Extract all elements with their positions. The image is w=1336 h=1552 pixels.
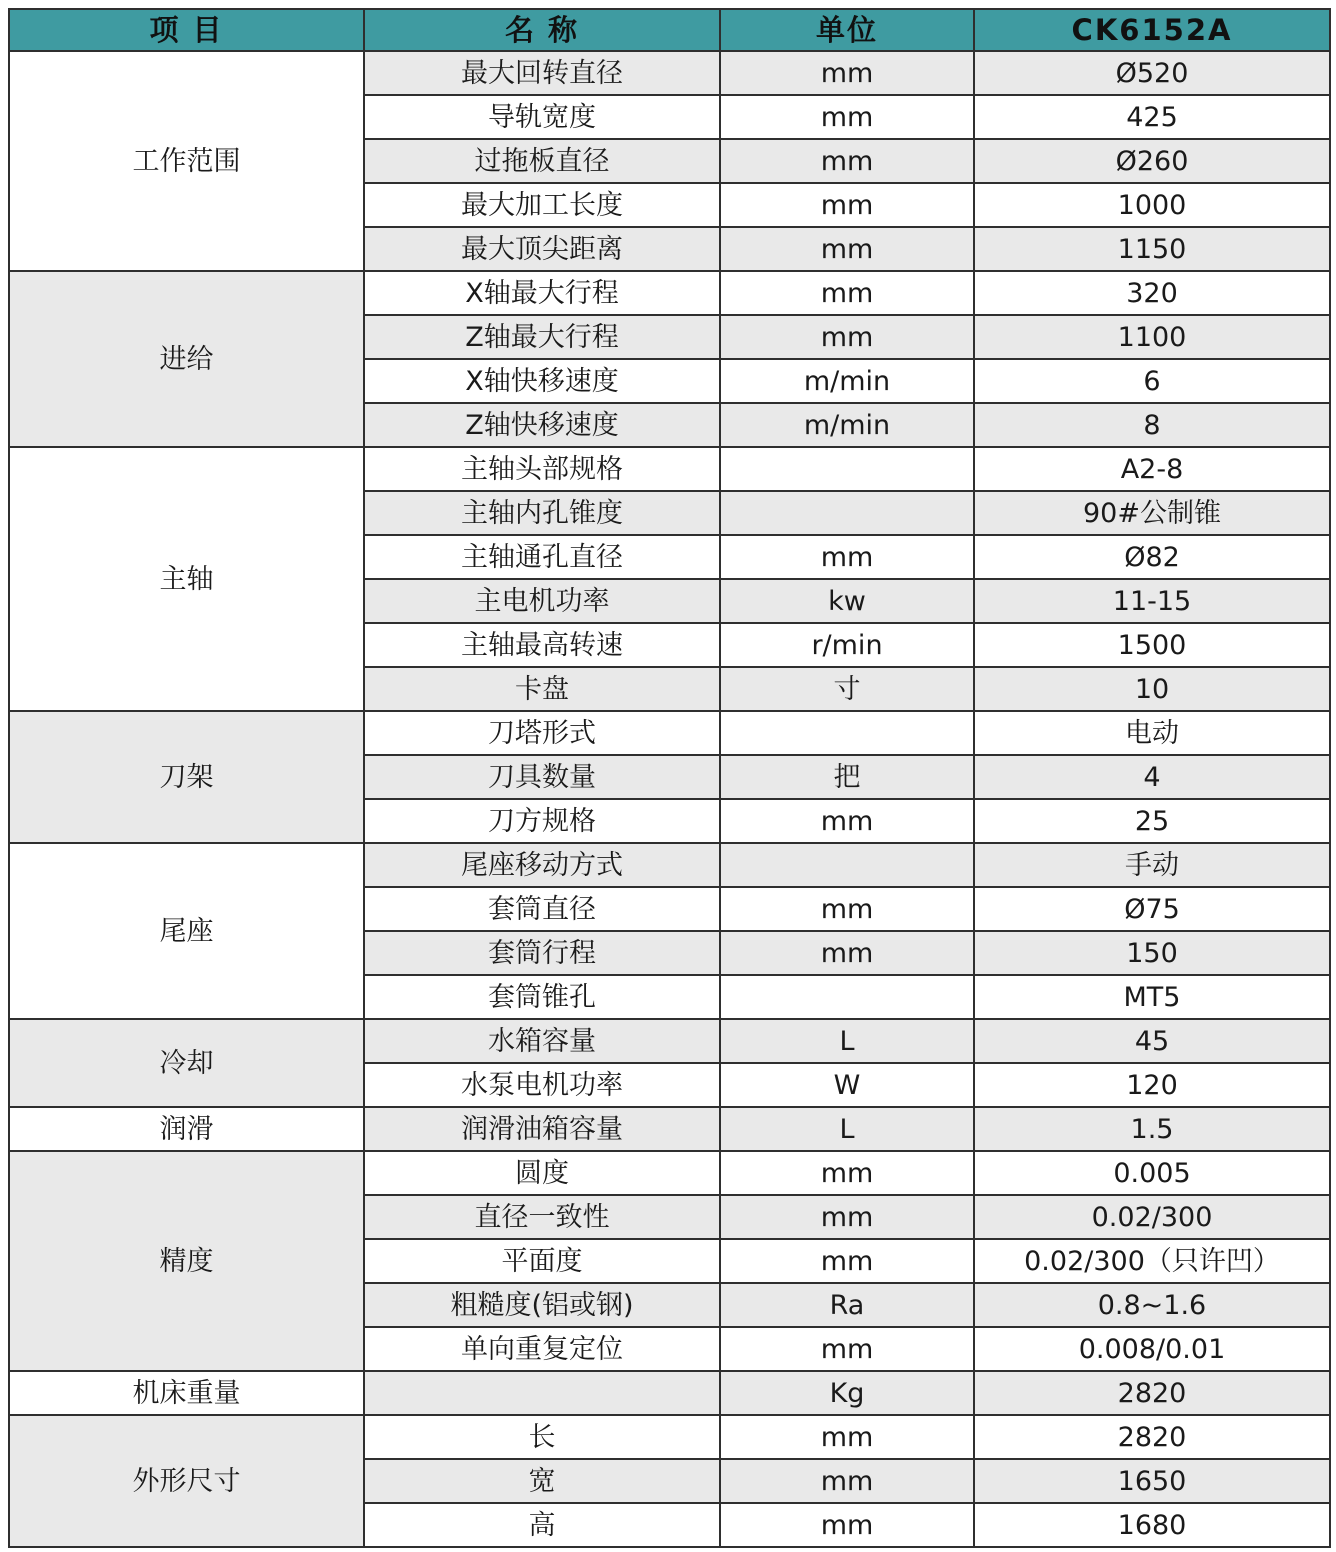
param-unit: r/min (720, 623, 974, 667)
param-value: 1.5 (974, 1107, 1330, 1151)
param-unit: kw (720, 579, 974, 623)
param-value: 1100 (974, 315, 1330, 359)
param-unit: L (720, 1107, 974, 1151)
param-name: 主轴通孔直径 (364, 535, 720, 579)
table-row (9, 1107, 1330, 1151)
header-model: CK6152A (974, 9, 1330, 51)
table-body (9, 51, 1330, 1547)
param-unit: mm (720, 1415, 974, 1459)
param-unit: mm (720, 95, 974, 139)
param-unit: mm (720, 535, 974, 579)
group-label: 刀架 (9, 711, 364, 843)
param-name: 最大加工长度 (364, 183, 720, 227)
param-value: 0.008/0.01 (974, 1327, 1330, 1371)
param-unit: mm (720, 139, 974, 183)
group-label: 工作范围 (9, 51, 364, 271)
header-row (9, 9, 1330, 51)
param-name: 刀具数量 (364, 755, 720, 799)
header-item: 项 目 (9, 9, 364, 51)
param-name: 导轨宽度 (364, 95, 720, 139)
param-value: 电动 (974, 711, 1330, 755)
param-name: X轴最大行程 (364, 271, 720, 315)
param-name: 水泵电机功率 (364, 1063, 720, 1107)
param-name: 主电机功率 (364, 579, 720, 623)
group-label: 尾座 (9, 843, 364, 1019)
table-row (9, 447, 1330, 491)
param-name: 高 (364, 1503, 720, 1547)
table-row (9, 1371, 1330, 1415)
param-unit (720, 975, 974, 1019)
param-unit (720, 447, 974, 491)
param-unit (720, 491, 974, 535)
param-name: 主轴头部规格 (364, 447, 720, 491)
param-unit (720, 711, 974, 755)
param-value: 150 (974, 931, 1330, 975)
param-value: Ø82 (974, 535, 1330, 579)
param-name: 刀方规格 (364, 799, 720, 843)
table-row (9, 1415, 1330, 1459)
param-unit: mm (720, 227, 974, 271)
param-value: Ø520 (974, 51, 1330, 95)
param-unit: m/min (720, 359, 974, 403)
group-label: 进给 (9, 271, 364, 447)
group-label: 外形尺寸 (9, 1415, 364, 1547)
spec-table (8, 8, 1331, 1548)
param-unit: m/min (720, 403, 974, 447)
param-name: 尾座移动方式 (364, 843, 720, 887)
param-unit: mm (720, 1239, 974, 1283)
param-unit: mm (720, 887, 974, 931)
param-unit: mm (720, 799, 974, 843)
param-value: 120 (974, 1063, 1330, 1107)
param-name: 过拖板直径 (364, 139, 720, 183)
param-name: 主轴最高转速 (364, 623, 720, 667)
param-name: 主轴内孔锥度 (364, 491, 720, 535)
param-value: 8 (974, 403, 1330, 447)
param-name: 平面度 (364, 1239, 720, 1283)
param-unit: 寸 (720, 667, 974, 711)
param-value: 90#公制锥 (974, 491, 1330, 535)
param-name: 长 (364, 1415, 720, 1459)
param-name: 水箱容量 (364, 1019, 720, 1063)
header-unit: 单位 (720, 9, 974, 51)
table-row (9, 271, 1330, 315)
param-name: Z轴快移速度 (364, 403, 720, 447)
param-unit: mm (720, 1459, 974, 1503)
param-value: Ø75 (974, 887, 1330, 931)
param-name: 润滑油箱容量 (364, 1107, 720, 1151)
param-unit: mm (720, 51, 974, 95)
param-unit: mm (720, 1195, 974, 1239)
group-label: 精度 (9, 1151, 364, 1371)
param-name: 最大回转直径 (364, 51, 720, 95)
param-unit: Ra (720, 1283, 974, 1327)
param-value: 6 (974, 359, 1330, 403)
param-unit: W (720, 1063, 974, 1107)
param-value: Ø260 (974, 139, 1330, 183)
param-value: 0.02/300 (974, 1195, 1330, 1239)
param-value: 手动 (974, 843, 1330, 887)
param-value: 1500 (974, 623, 1330, 667)
param-name: 单向重复定位 (364, 1327, 720, 1371)
param-name: 刀塔形式 (364, 711, 720, 755)
param-value: 1650 (974, 1459, 1330, 1503)
param-value: 2820 (974, 1415, 1330, 1459)
param-value: 2820 (974, 1371, 1330, 1415)
param-name: 套筒直径 (364, 887, 720, 931)
param-value: A2-8 (974, 447, 1330, 491)
param-unit: Kg (720, 1371, 974, 1415)
table-header (9, 9, 1330, 51)
param-value: 0.8~1.6 (974, 1283, 1330, 1327)
param-value: 0.02/300（只许凹） (974, 1239, 1330, 1283)
param-value: MT5 (974, 975, 1330, 1019)
param-value: 1000 (974, 183, 1330, 227)
group-label: 润滑 (9, 1107, 364, 1151)
param-unit: mm (720, 271, 974, 315)
param-unit: L (720, 1019, 974, 1063)
param-name: 圆度 (364, 1151, 720, 1195)
param-value: 425 (974, 95, 1330, 139)
param-unit: mm (720, 1327, 974, 1371)
param-unit: mm (720, 1503, 974, 1547)
param-value: 1680 (974, 1503, 1330, 1547)
param-value: 0.005 (974, 1151, 1330, 1195)
table-row (9, 1019, 1330, 1063)
param-name: 最大顶尖距离 (364, 227, 720, 271)
table-row (9, 51, 1330, 95)
param-name: 粗糙度(铝或钢) (364, 1283, 720, 1327)
param-name: 宽 (364, 1459, 720, 1503)
param-name: X轴快移速度 (364, 359, 720, 403)
group-label: 主轴 (9, 447, 364, 711)
param-unit: mm (720, 931, 974, 975)
header-name: 名 称 (364, 9, 720, 51)
param-value: 1150 (974, 227, 1330, 271)
group-label: 冷却 (9, 1019, 364, 1107)
param-unit: mm (720, 1151, 974, 1195)
param-value: 11-15 (974, 579, 1330, 623)
table-row (9, 843, 1330, 887)
param-unit: 把 (720, 755, 974, 799)
param-value: 4 (974, 755, 1330, 799)
param-name: 卡盘 (364, 667, 720, 711)
param-value: 320 (974, 271, 1330, 315)
param-name: 直径一致性 (364, 1195, 720, 1239)
param-name: 套筒锥孔 (364, 975, 720, 1019)
group-label: 机床重量 (9, 1371, 364, 1415)
param-unit: mm (720, 315, 974, 359)
param-name: 套筒行程 (364, 931, 720, 975)
param-unit (720, 843, 974, 887)
table-row (9, 711, 1330, 755)
table-row (9, 1151, 1330, 1195)
param-name: Z轴最大行程 (364, 315, 720, 359)
param-unit: mm (720, 183, 974, 227)
param-value: 25 (974, 799, 1330, 843)
param-value: 45 (974, 1019, 1330, 1063)
param-value: 10 (974, 667, 1330, 711)
param-name (364, 1371, 720, 1415)
